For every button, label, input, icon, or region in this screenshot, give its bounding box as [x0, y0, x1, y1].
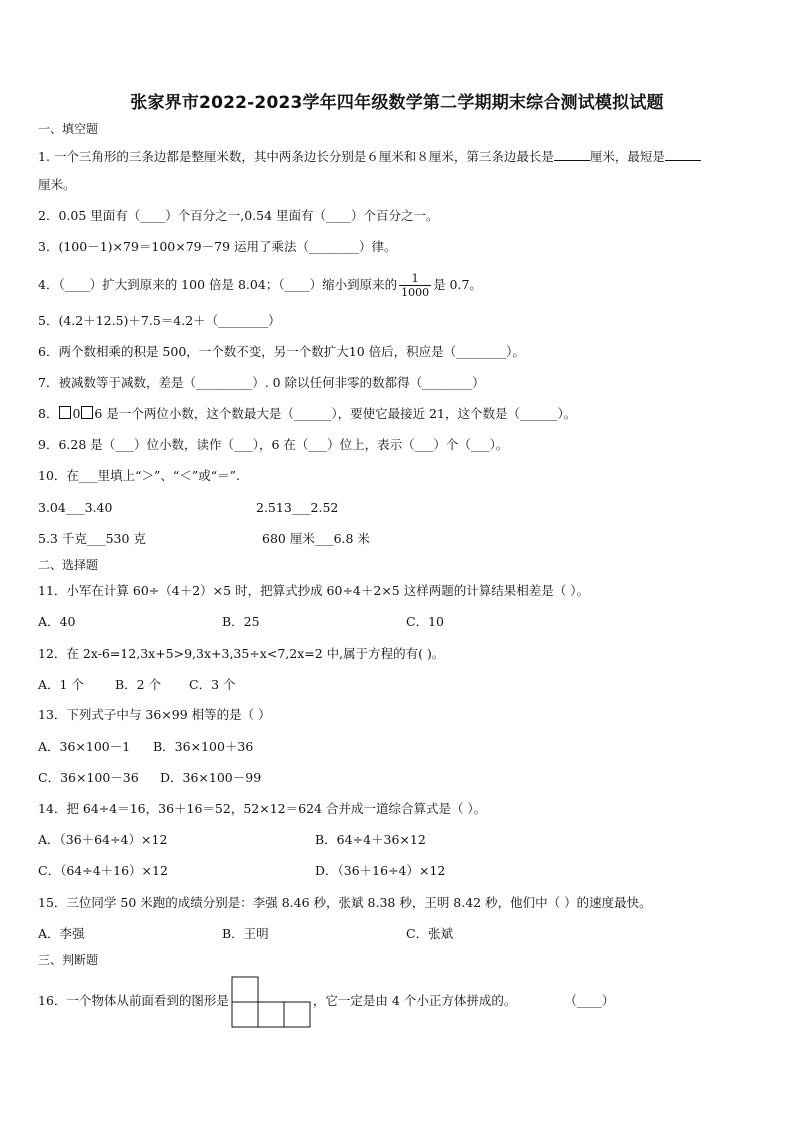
question-4: 4．（____）扩大到原来的 100 倍是 8.04；（____）缩小到原来的 $\frac{1}{1000}$ 是 0.7。 — [38, 272, 482, 299]
question-6: 6．两个数相乘的积是 500，一个数不变，另一个数扩大10 倍后，积应是（________）。 — [38, 344, 525, 359]
option: B．25 — [222, 614, 260, 629]
fraction: $\frac{1}{1000}$ — [401, 272, 430, 299]
option: C．10 — [406, 614, 444, 629]
blank — [554, 146, 590, 161]
question-10: 10．在___里填上“＞”、“＜”或“＝”. — [38, 468, 240, 483]
option: B．2 个 — [115, 677, 162, 692]
question-14: 14．把 64÷4＝16，36＋16＝52，52×12＝624 合并成一道综合算式是（ ）。 — [38, 801, 487, 816]
question-13: 13．下列式子中与 36×99 相等的是（ ） — [38, 707, 271, 722]
q10-item: 680 厘米___6.8 米 — [262, 531, 370, 546]
question-7: 7．被减数等于减数，差是（_________）. 0 除以任何非零的数都得（________） — [38, 375, 485, 390]
section-true-false: 三、判断题 — [38, 953, 99, 967]
option: B．王明 — [222, 926, 269, 941]
question-16: 16．一个物体从前面看到的图形是 ，它一定是由 4 个小正方体拼成的。 （____） — [38, 974, 614, 1028]
question-9: 9．6.28 是（___）位小数，读作（___），6 在（___）位上，表示（___）个（___）。 — [38, 437, 509, 452]
box-placeholder — [59, 406, 71, 419]
front-view-figure — [231, 976, 311, 1028]
question-11: 11．小军在计算 60÷（4＋2）×5 时，把算式抄成 60÷4＋2×5 这样两题的计算结果相差是（ ）。 — [38, 583, 589, 598]
option: C．3 个 — [189, 677, 236, 692]
option: C．36×100－36 — [38, 770, 139, 785]
page-title: 张家界市2022-2023学年四年级数学第二学期期末综合测试模拟试题 — [130, 93, 664, 113]
q10-item: 5.3 千克___530 克 — [38, 531, 146, 546]
question-15: 15．三位同学 50 米跑的成绩分别是：李强 8.46 秒，张斌 8.38 秒，王明 8.42 秒，他们中（ ）的速度最快。 — [38, 895, 652, 910]
q10-item: 2.513___2.52 — [256, 500, 339, 515]
question-8: 8． 0 6 是一个两位小数，这个数最大是（______），要使它最接近 21，这个数是（______）。 — [38, 406, 577, 421]
blank — [665, 146, 701, 161]
section-fill-blank: 一、填空题 — [38, 122, 99, 136]
option: A．李强 — [38, 926, 85, 941]
option: A．1 个 — [38, 677, 84, 692]
question-2: 2．0.05 里面有（____）个百分之一,0.54 里面有（____）个百分之一。 — [38, 208, 439, 223]
question-1-cont: 厘米。 — [38, 177, 76, 192]
option: C．（64÷4＋16）×12 — [38, 863, 168, 878]
option: A．36×100－1 — [38, 739, 131, 754]
option: B．36×100＋36 — [153, 739, 254, 754]
option: B．64÷4＋36×12 — [315, 832, 426, 847]
section-choice: 二、选择题 — [38, 558, 99, 572]
option: D．36×100－99 — [160, 770, 262, 785]
option: A．（36＋64÷4）×12 — [38, 832, 168, 847]
option: D．（36＋16÷4）×12 — [315, 863, 446, 878]
option: C．张斌 — [406, 926, 454, 941]
question-5: 5．(4.2＋12.5)＋7.5＝4.2＋（________） — [38, 313, 281, 328]
question-12: 12．在 2x-6=12,3x+5>9,3x+3,35÷x<7,2x=2 中,属于方程的有( )。 — [38, 646, 445, 661]
q10-item: 3.04___3.40 — [38, 500, 113, 515]
option: A．40 — [38, 614, 76, 629]
question-1: 1. 一个三角形的三条边都是整厘米数，其中两条边长分别是６厘米和８厘米，第三条边最长是 厘米，最短是 — [38, 146, 701, 166]
box-placeholder — [81, 406, 93, 419]
question-3: 3．(100－1)×79＝100×79－79 运用了乘法（________）律。 — [38, 239, 397, 254]
